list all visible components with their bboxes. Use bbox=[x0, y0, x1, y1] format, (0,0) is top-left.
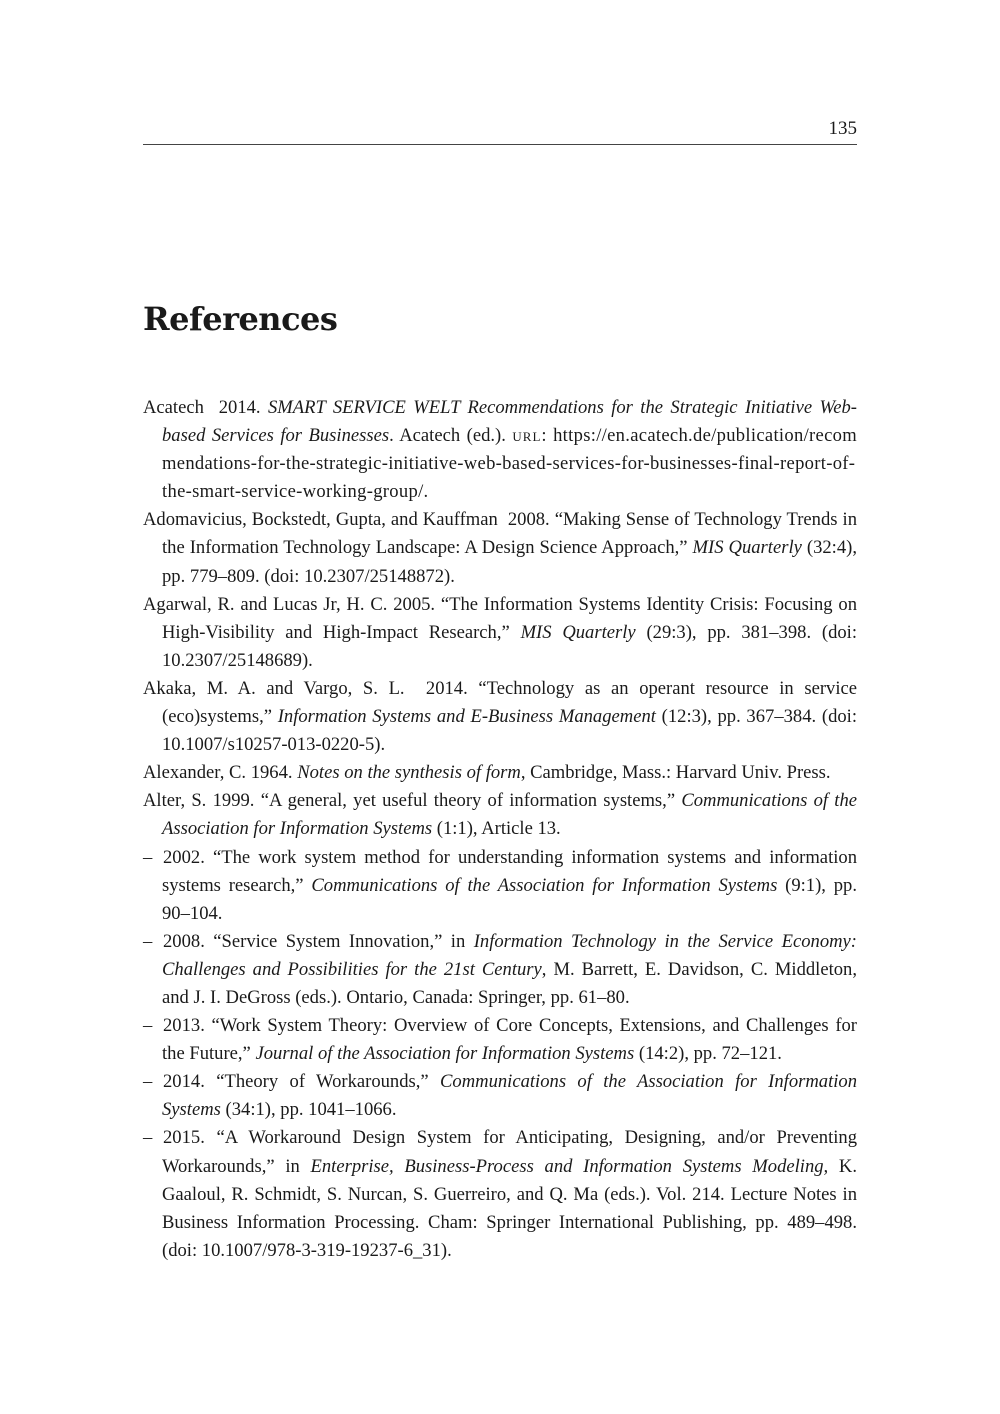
ref-venue: Communications of the Association for Information Systems bbox=[311, 874, 778, 896]
ref-rest: (34:1), pp. 1041–1066. bbox=[225, 1099, 397, 1121]
ref-year: 2002. bbox=[163, 846, 205, 868]
ref-year: 2013. bbox=[163, 1015, 205, 1037]
reference-entry bbox=[143, 759, 857, 787]
reference-entry: Acatech 2014. SMART SERVICE WELT Recommendations for the Strategic Initiative Web-based Services for Businesses. Acatech (ed.). url: https://en.acatech.de/publication/recommendations-for-the-strategic-initiative-web-based-services-for-businesses-final-report-of-the-smart-service-working-group/. bbox=[143, 397, 857, 503]
ref-title: “The Information Systems Identity Crisis: Focusing on High-Visibility and High-Impact Research,” bbox=[162, 593, 857, 643]
ref-venue: Enterprise, Business-Process and Information Systems Modeling, bbox=[310, 1155, 829, 1177]
reference-entry bbox=[143, 591, 857, 675]
ref-rest: , Cambridge, Mass.: Harvard Univ. Press. bbox=[520, 762, 831, 784]
ref-rest: (14:2), pp. 72–121. bbox=[638, 1043, 782, 1065]
ref-year: 1964. bbox=[250, 762, 293, 784]
ref-title: “A Workaround Design System for Anticipating, Designing, and/or Preventing Workarounds,” in bbox=[162, 1127, 858, 1177]
url-label: url bbox=[512, 425, 542, 447]
ref-year: 2014. bbox=[218, 397, 261, 418]
ref-rest: (29:3), pp. 381–398. (doi: 10.2307/25148689). bbox=[162, 621, 858, 671]
ref-year: 2015. bbox=[163, 1127, 205, 1149]
ref-title: “Service System Innovation,” in bbox=[213, 930, 466, 952]
ref-dash: – bbox=[143, 846, 153, 868]
ref-title: “Theory of Workarounds,” bbox=[216, 1071, 429, 1093]
ref-dash: – bbox=[143, 1071, 153, 1093]
ref-year: 2014. bbox=[425, 677, 468, 699]
ref-title: “Work System Theory: Overview of Core Concepts, Extensions, and Challenges for the Future,” bbox=[162, 1015, 857, 1065]
ref-venue: Notes on the synthesis of form bbox=[297, 762, 521, 784]
ref-year: 2014. bbox=[163, 1071, 205, 1093]
ref-venue: Information Systems and E-Business Management bbox=[277, 706, 656, 728]
ref-authors: Acatech bbox=[143, 397, 204, 418]
ref-authors: Akaka, M. A. and Vargo, S. L. bbox=[143, 677, 405, 699]
ref-title: “Making Sense of Technology Trends in the Information Technology Landscape: A Design Science Approach,” bbox=[162, 509, 857, 559]
ref-dash: – bbox=[143, 930, 153, 952]
ref-rest: (12:3), pp. 367–384. (doi: 10.1007/s10257-013-0220-5). bbox=[162, 706, 858, 756]
ref-venue: Information Technology in the Service Economy: Challenges and Possibilities for the 21st Century bbox=[162, 930, 857, 980]
ref-authors: Alexander, C. bbox=[143, 762, 247, 784]
reference-list bbox=[143, 394, 857, 1265]
section-title: References bbox=[143, 300, 338, 338]
reference-entry bbox=[143, 928, 857, 1012]
reference-entry bbox=[143, 675, 857, 759]
ref-rest: (32:4), pp. 779–809. (doi: 10.2307/25148872). bbox=[162, 537, 857, 587]
ref-venue: Communications of the Association for Information Systems bbox=[162, 790, 858, 840]
ref-year: 2008. bbox=[163, 930, 205, 952]
ref-rest: . Acatech (ed.). bbox=[389, 425, 506, 447]
ref-year: 1999. bbox=[212, 790, 255, 812]
ref-rest: (1:1), Article 13. bbox=[436, 818, 561, 840]
ref-rest: , M. Barrett, E. Davidson, C. Middleton, and J. I. DeGross (eds.). Ontario, Canada: Springer, pp. 61–80. bbox=[162, 958, 858, 1008]
ref-dash: – bbox=[143, 1015, 153, 1037]
ref-url-link[interactable]: https://en.acatech.de/publication/recommendations-for-the-strategic-initiative-web-based-services-for-businesses-final-report-of-the-smart-service-working-group/. bbox=[162, 425, 857, 503]
ref-year: 2008. bbox=[507, 509, 550, 531]
reference-entry bbox=[143, 1068, 857, 1124]
ref-authors: Agarwal, R. and Lucas Jr, H. C. bbox=[143, 593, 388, 615]
reference-entry bbox=[143, 787, 857, 843]
reference-entry bbox=[143, 844, 857, 928]
ref-venue: Communications of the Association for Information Systems bbox=[162, 1071, 858, 1121]
ref-venue: Journal of the Association for Information Systems bbox=[255, 1043, 635, 1065]
ref-title: “The work system method for understanding information systems and information systems research,” bbox=[162, 846, 857, 896]
ref-title: SMART SERVICE WELT Recommendations for the Strategic Initiative Web-based Services for Businesses bbox=[162, 397, 857, 447]
ref-authors: Adomavicius, Bockstedt, Gupta, and Kauffman bbox=[143, 509, 498, 531]
ref-venue: MIS Quarterly bbox=[520, 621, 636, 643]
ref-rest: K. Gaaloul, R. Schmidt, S. Nurcan, S. Guerreiro, and Q. Ma (eds.). Vol. 214. Lecture Notes in Business Information Processing. Cham: Springer International Publishing, pp. 489–498. (doi: 10.1007/978-3-319-19237-6_31). bbox=[162, 1155, 857, 1261]
reference-entry bbox=[143, 506, 857, 590]
ref-dash: – bbox=[143, 1127, 153, 1149]
page-number: 135 bbox=[828, 118, 857, 139]
ref-year: 2005. bbox=[393, 593, 436, 615]
ref-authors: Alter, S. bbox=[143, 790, 207, 812]
reference-entry bbox=[143, 1124, 857, 1264]
reference-entry bbox=[143, 1012, 857, 1068]
ref-title: “Technology as an operant resource in service (eco)systems,” bbox=[162, 677, 858, 728]
ref-venue: MIS Quarterly bbox=[692, 537, 802, 559]
ref-rest: (9:1), pp. 90–104. bbox=[162, 874, 858, 924]
page-header bbox=[143, 116, 857, 145]
ref-title: “A general, yet useful theory of information systems,” bbox=[260, 790, 676, 812]
